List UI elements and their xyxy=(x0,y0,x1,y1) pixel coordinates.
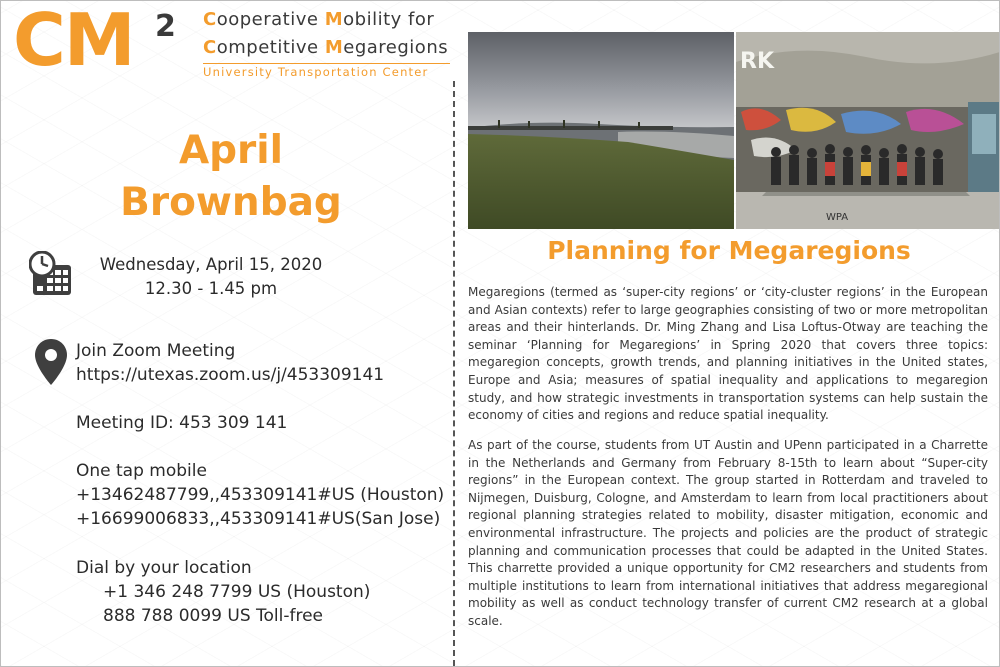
river-landscape-photo xyxy=(468,32,734,229)
calendar-clock-icon xyxy=(29,251,73,297)
dial-toll-free: 888 788 0099 US Toll-free xyxy=(103,606,324,626)
event-time: 12.30 - 1.45 pm xyxy=(144,279,278,298)
one-tap-label: One tap mobile xyxy=(76,461,207,481)
event-date: Wednesday, April 15, 2020 xyxy=(99,255,323,274)
dial-label: Dial by your location xyxy=(76,558,252,578)
zoom-join-block xyxy=(76,339,384,387)
dashed-divider xyxy=(453,81,455,666)
dial-block xyxy=(76,556,370,628)
dial-houston: +1 346 248 7799 US (Houston) xyxy=(103,582,371,602)
svg-text:WPA: WPA xyxy=(826,212,849,223)
cm2-logo xyxy=(13,0,453,85)
svg-text:RK: RK xyxy=(740,49,774,74)
logo-subtitle: University Transportation Center xyxy=(203,65,429,79)
event-datetime xyxy=(91,253,331,301)
tap-houston[interactable]: +13462487799,,453309141#US (Houston) xyxy=(76,485,445,505)
zoom-join-label: Join Zoom Meeting xyxy=(76,341,236,361)
logo-superscript: 2 xyxy=(155,9,176,44)
meeting-id: Meeting ID: 453 309 141 xyxy=(76,413,288,433)
article-title: Planning for Megaregions xyxy=(547,236,911,265)
logo-line-1: Cooperative Mobility for xyxy=(203,9,435,30)
one-tap-block xyxy=(76,459,444,531)
logo-rule xyxy=(203,63,450,64)
tap-san-jose[interactable]: +16699006833,,453309141#US(San Jose) xyxy=(76,509,441,529)
event-title xyxy=(81,125,381,229)
article-paragraph-2: As part of the course, students from UT Austin and UPenn participated in a Charrette in the Netherlands and Germany from February 8-15th to learn about “Super-city regions” in the European context. The group started in Rotterdam and traveled to Nijmegen, Duisburg, Cologne, and Amsterdam to learn from local practitioners about regional planning strategies related to mobility, disaster mitigation, economic and environmental infrastructure. The projects and policies are the product of strategic planning and communication processes that could be adapted in the United States. This charrette provided a unique opportunity for CM2 researchers and students from multiple institutions to learn from international initiatives that address megaregional mobility as well as conduct technology transfer of current CM2 research at a global scale. xyxy=(468,438,988,628)
event-title-line-2: Brownbag xyxy=(120,180,342,225)
logo-mark: CM xyxy=(13,0,134,82)
group-graffiti-wall-photo xyxy=(736,32,1000,229)
logo-line-2: Competitive Megaregions xyxy=(203,37,449,58)
map-pin-icon xyxy=(33,337,69,387)
article-paragraph-1: Megaregions (termed as ‘super-city regions’ or ‘city-cluster regions’ in the European and Asian contexts) refer to large geographies consisting of two or more metropolitan areas and their hinterlands. Dr. Ming Zhang and Lisa Loftus-Otway are teaching the seminar ‘Planning for Megaregions’ in Spring 2020 that covers three topics: megaregion concepts, growth trends, and planning initiatives in the United states, Europe and Asia; measures of spatial inequality and applications to megaregion study, and how strategic investments in transportation systems can help sustain the economy of cities and regions and reduce spatial inequality. xyxy=(468,285,988,423)
zoom-url-link[interactable]: https://utexas.zoom.us/j/453309141 xyxy=(76,365,385,385)
event-title-line-1: April xyxy=(178,128,284,173)
